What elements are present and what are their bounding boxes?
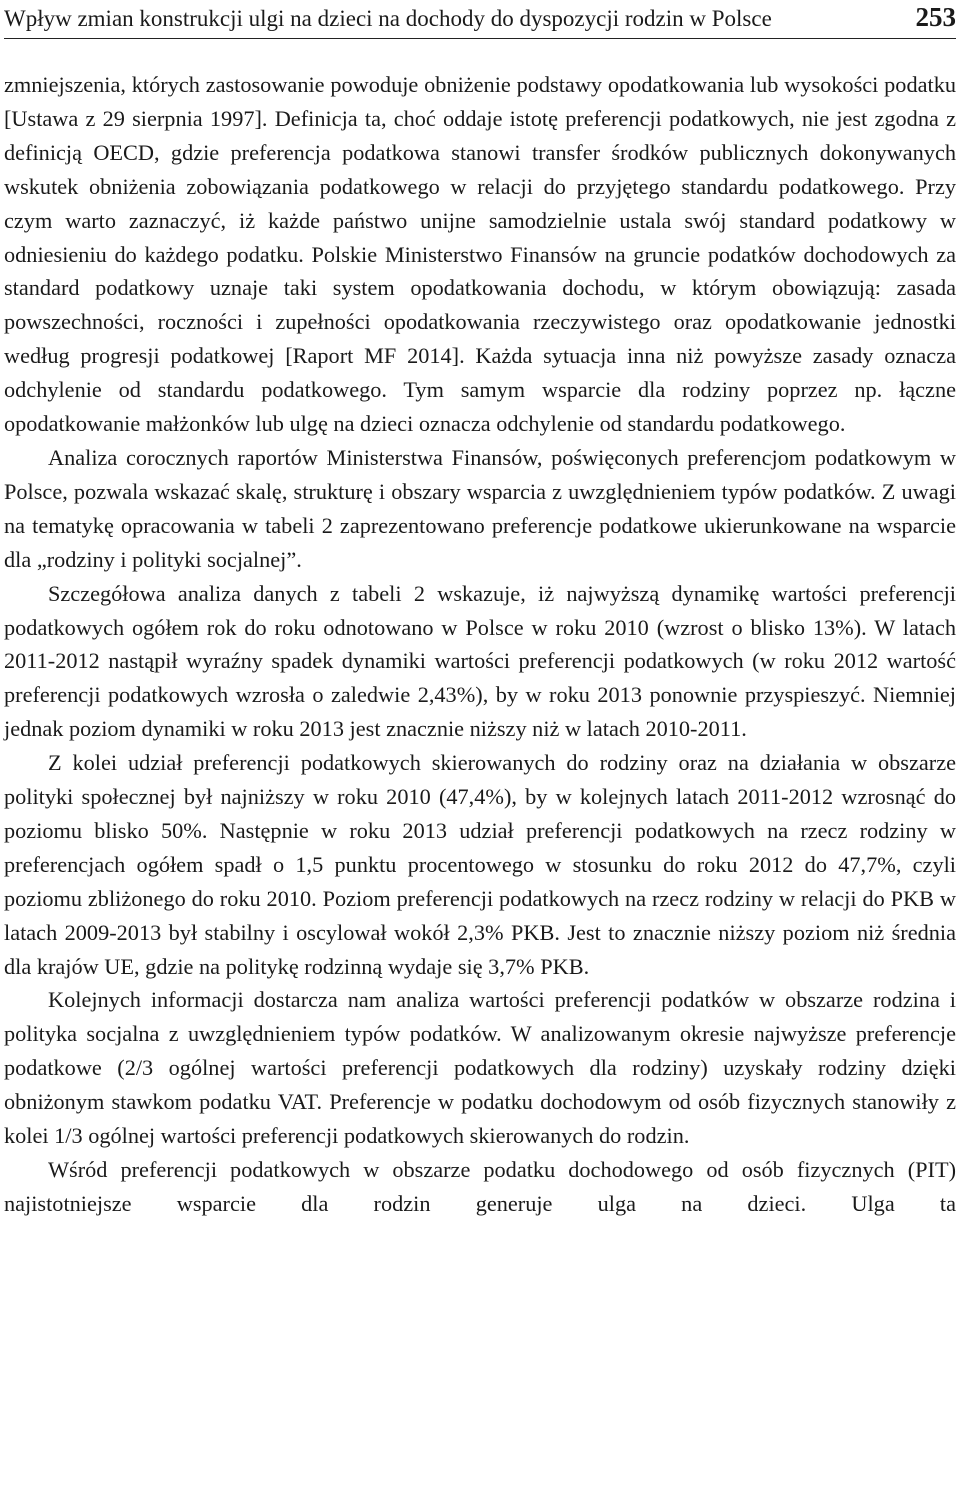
paragraph: Z kolei udział preferencji podatkowych skierowanych do rodziny oraz na działania w obszarze polityki społecznej był najniższy w roku 2010 (47,4%), by w kolejnych latach 2011-2012 wzrosnąć do poziomu blisko 50%. Następnie w roku 2013 udział preferencji podatkowych na rzecz rodziny w preferencjach ogółem spadł o 1,5 punktu procentowego w stosunku do roku 2012 do 47,7%, czyli poziomu zbliżonego do roku 2010. Poziom preferencji podatkowych na rzecz rodziny w relacji do PKB w latach 2009-2013 był stabilny i oscylował wokół 2,3% PKB. Jest to znacznie niższy poziom niż średnia dla krajów UE, gdzie na politykę rodzinną wydaje się 3,7% PKB. <box>4 750 956 979</box>
page-number: 253 <box>915 2 956 32</box>
paragraph-truncated: Wśród preferencji podatkowych w obszarze podatku dochodowego od osób fizycznych (PIT) najistotniejsze wsparcie dla rodzin generuje ulga na dzieci. Ulga ta <box>4 1157 956 1216</box>
paragraph: Analiza corocznych raportów Ministerstwa Finansów, poświęconych preferencjom podatkowym w Polsce, pozwala wskazać skalę, strukturę i obszary wsparcia z uwzględnieniem typów podatków. Z uwagi na tematykę opracowania w tabeli 2 zaprezentowano preferencje podatkowe ukierunkowane na wsparcie dla „rodziny i polityki socjalnej”. <box>4 444 956 572</box>
body-text <box>4 68 956 1221</box>
paragraph-continued: zmniejszenia, których zastosowanie powoduje obniżenie podstawy opodatkowania lub wysokości podatku [Ustawa z 29 sierpnia 1997]. Definicja ta, choć oddaje istotę preferencji podatkowych, nie jest zgodna z definicją OECD, gdzie preferencja podatkowa stanowi transfer środków publicznych dokonywanych wskutek obniżenia zobowiązania podatkowego w relacji do przyjętego standardu podatkowego. Przy czym warto zaznaczyć, iż każde państwo unijne samodzielnie ustala swój standard podatkowy w odniesieniu do każdego podatku. Polskie Ministerstwo Finansów na gruncie podatków dochodowych za standard podatkowy uznaje taki system opodatkowania dochodu, w którym obowiązują: zasada powszechności, roczności i zupełności opodatkowania rzeczywistego oraz opodatkowanie jednostki według progresji podatkowej [Raport MF 2014]. Każda sytuacja inna niż powyższe zasady oznacza odchylenie od standardu podatkowego. Tym samym wsparcie dla rodziny poprzez np. łączne opodatkowanie małżonków lub ulgę na dzieci oznacza odchylenie od standardu podatkowego. <box>4 72 956 437</box>
document-page <box>4 0 956 1487</box>
running-header <box>4 0 956 39</box>
paragraph: Szczegółowa analiza danych z tabeli 2 wskazuje, iż najwyższą dynamikę wartości preferencji podatkowych ogółem rok do roku odnotowano w Polsce w roku 2010 (wzrost o blisko 13%). W latach 2011-2012 nastąpił wyraźny spadek dynamiki wartości preferencji podatkowych (w roku 2012 wartość preferencji podatkowych wzrosła o zaledwie 2,43%), by w roku 2013 ponownie przyspieszyć. Niemniej jednak poziom dynamiki w roku 2013 jest znacznie niższy niż w latach 2010-2011. <box>4 580 956 742</box>
running-header-title: Wpływ zmian konstrukcji ulgi na dzieci na dochody do dyspozycji rodzin w Polsce <box>4 6 772 31</box>
paragraph: Kolejnych informacji dostarcza nam analiza wartości preferencji podatków w obszarze rodzina i polityka socjalna z uwzględnieniem typów podatków. W analizowanym okresie najwyższe preferencje podatkowe (2/3 ogólnej wartości preferencji podatkowych dla rodziny) uzyskały rodziny dzięki obniżonym stawkom podatku VAT. Preferencje w podatku dochodowym od osób fizycznych stanowiły z kolei 1/3 ogólnej wartości preferencji podatkowych skierowanych do rodzin. <box>4 987 956 1149</box>
